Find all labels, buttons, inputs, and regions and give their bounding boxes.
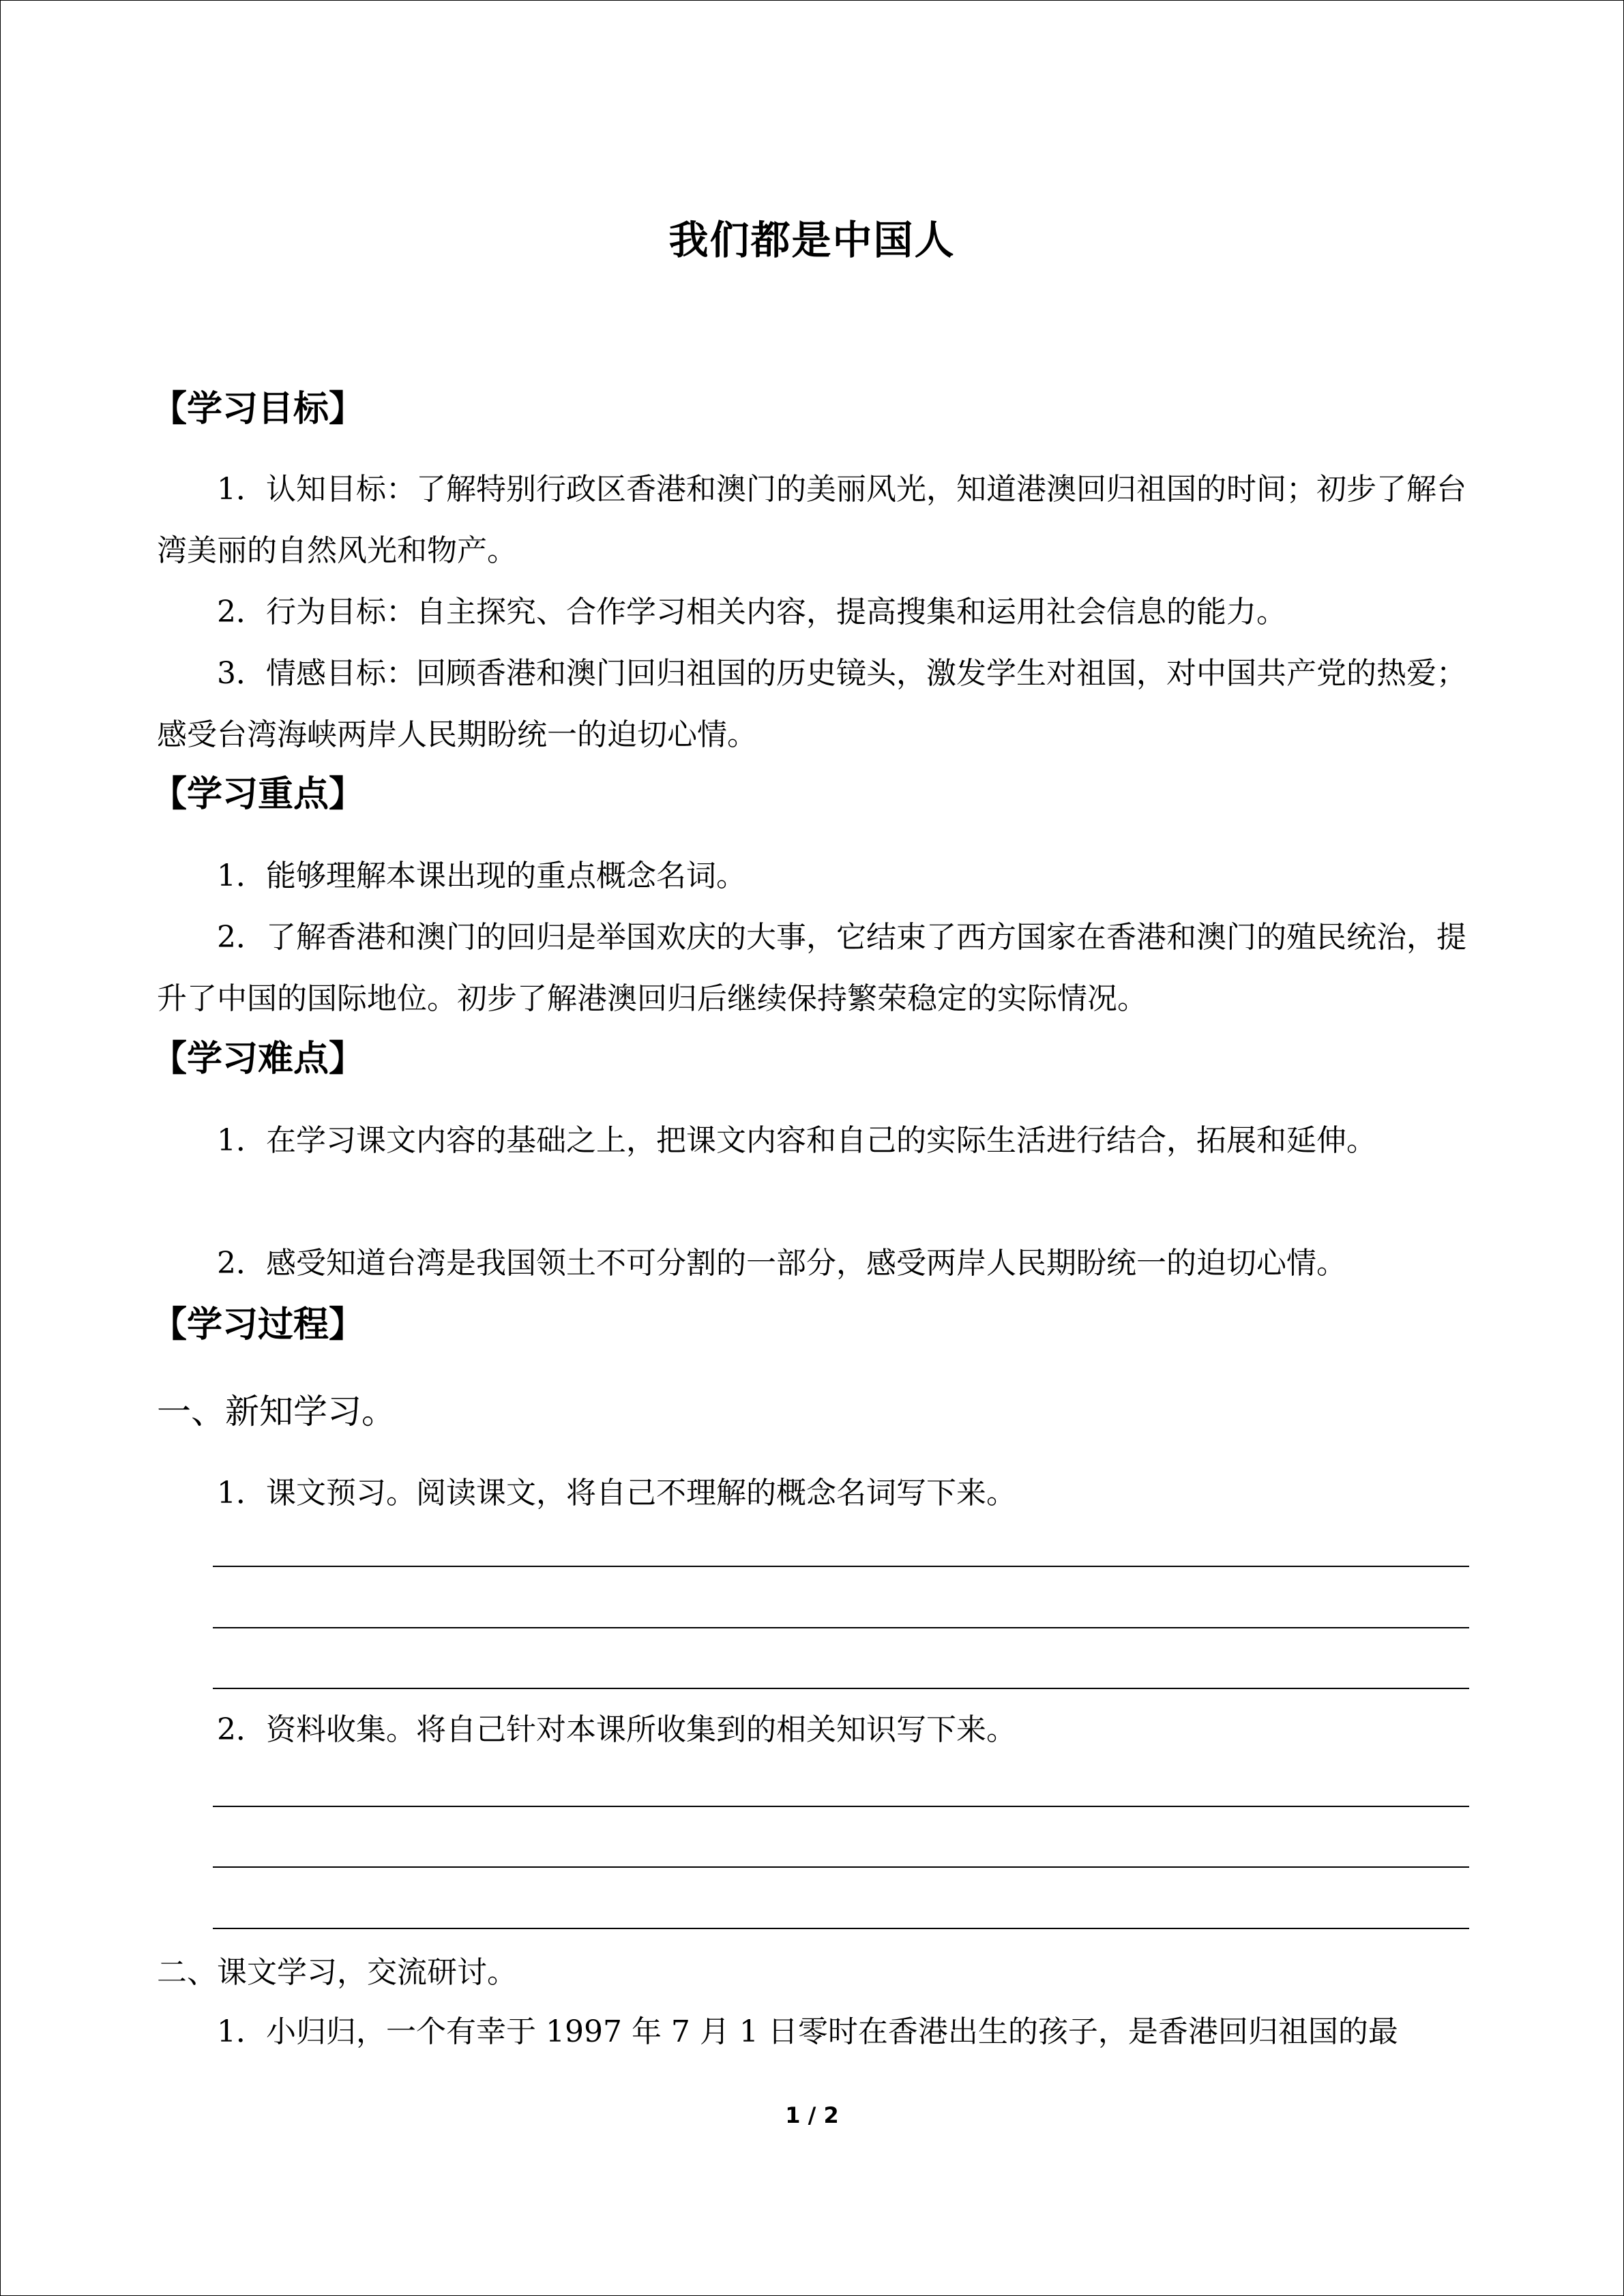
section-text-study: 二、课文学习，交流研讨。: [157, 1955, 517, 1990]
objective-2: 2．行为目标：自主探究、合作学习相关内容，提高搜集和运用社会信息的能力。: [217, 595, 1286, 629]
key-point-1: 1．能够理解本课出现的重点概念名词。: [217, 859, 746, 893]
heading-key-points: 【学习重点】: [151, 774, 365, 815]
answer-line[interactable]: [213, 1627, 1469, 1628]
answer-line[interactable]: [213, 1806, 1469, 1807]
heading-learning-process: 【学习过程】: [151, 1304, 365, 1345]
answer-line[interactable]: [213, 1866, 1469, 1868]
page-number: 1 / 2: [785, 2102, 839, 2128]
difficulty-1: 1．在学习课文内容的基础之上，把课文内容和自己的实际生活进行结合，拓展和延伸。: [217, 1123, 1376, 1158]
answer-line[interactable]: [213, 1566, 1469, 1567]
section-new-knowledge: 一、新知学习。: [157, 1392, 396, 1431]
objective-1: 1．认知目标：了解特别行政区香港和澳门的美丽风光，知道港澳回归祖国的时间；初步了解台湾美丽的自然风光和物产。: [157, 472, 1466, 568]
heading-learning-objectives: 【学习目标】: [151, 389, 365, 430]
objective-3: 3．情感目标：回顾香港和澳门回归祖国的历史镜头，激发学生对祖国，对中国共产党的热爱；感受台湾海峡两岸人民期盼统一的迫切心情。: [157, 656, 1466, 752]
task-collect-materials: 2．资料收集。将自己针对本课所收集到的相关知识写下来。: [217, 1712, 1016, 1747]
heading-difficulties: 【学习难点】: [151, 1039, 365, 1079]
document-title: 我们都是中国人: [668, 217, 956, 263]
answer-line[interactable]: [213, 1688, 1469, 1689]
difficulty-2: 2．感受知道台湾是我国领土不可分割的一部分，感受两岸人民期盼统一的迫切心情。: [217, 1246, 1346, 1281]
key-point-2: 2．了解香港和澳门的回归是举国欢庆的大事，它结束了西方国家在香港和澳门的殖民统治，提升了中国的国际地位。初步了解港澳回归后继续保持繁荣稳定的实际情况。: [157, 920, 1466, 1016]
task-preview: 1．课文预习。阅读课文，将自己不理解的概念名词写下来。: [217, 1476, 1016, 1510]
text-study-item-1: 1．小归归，一个有幸于 1997 年 7 月 1 日零时在香港出生的孩子，是香港回归祖国的最: [217, 2014, 1398, 2049]
answer-line[interactable]: [213, 1928, 1469, 1929]
